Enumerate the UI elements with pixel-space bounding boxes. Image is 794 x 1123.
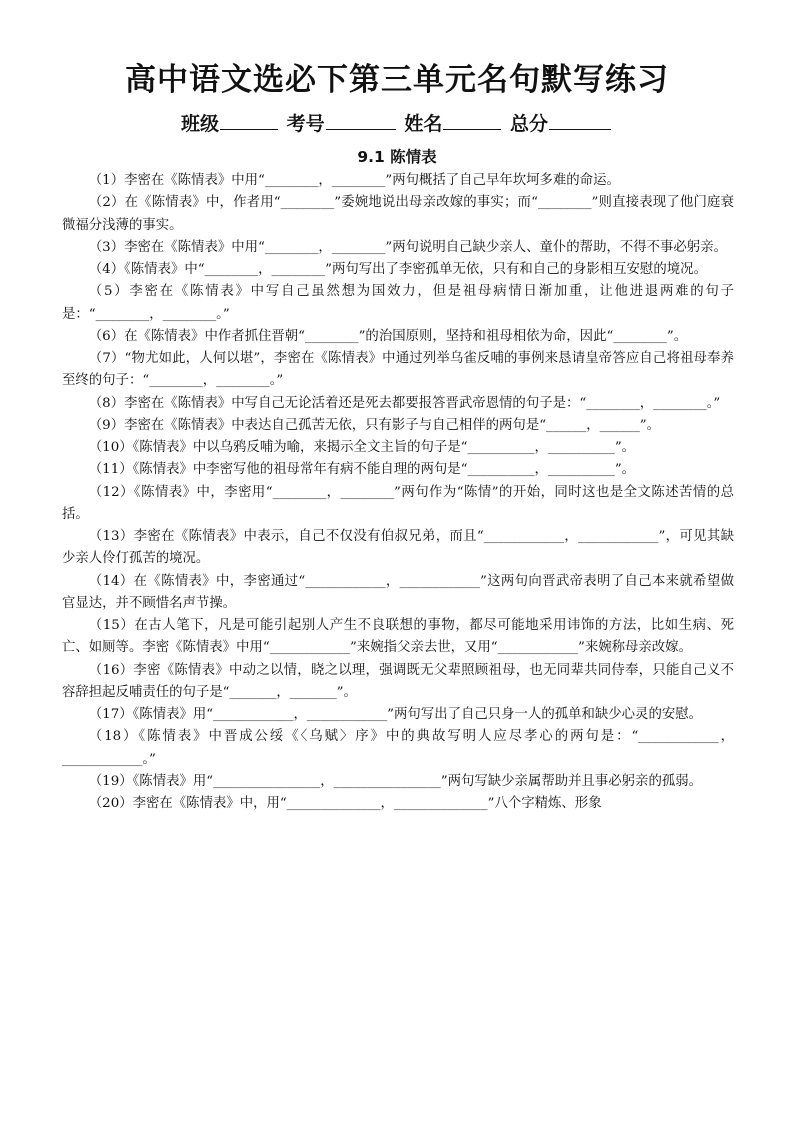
score-blank[interactable] (549, 111, 611, 130)
question-19: （19）《陈情表》用“________________，________________”两句写缺少亲属帮助并且事必躬亲的孤弱。 (88, 773, 703, 789)
score-label: 总分 (509, 113, 548, 135)
question-list (62, 170, 734, 815)
name-blank[interactable] (443, 111, 501, 130)
question-15: （15）在古人笔下，凡是可能引起别人产生不良联想的事物，都尽可能地采用讳饰的方法，比如生病、死亡、如厕等。李密《陈情表》中用“____________”来婉指父亲去世，又用“____________”来婉称母亲改嫁。 (62, 618, 734, 656)
question-6: （6）在《陈情表》中作者抓住晋朝“________”的治国原则，坚持和祖母相依为命，因此“________”。 (88, 328, 688, 344)
class-blank[interactable] (220, 111, 278, 130)
question-3: （3）李密在《陈情表》中用“________，________”两句说明自己缺少亲人、童仆的帮助，不得不事必躬亲。 (88, 239, 727, 255)
student-info-row (0, 110, 794, 138)
question-8: （8）李密在《陈情表》中写自己无论活着还是死去都要报答晋武帝恩情的句子是：“________，________。” (88, 395, 721, 411)
question-18: （18）《陈情表》中晋成公绥《〈乌赋〉序》中的典故写明人应尽孝心的两句是：“____________，____________。” (62, 729, 734, 767)
question-14: （14）在《陈情表》中，李密通过“____________，____________”这两句向晋武帝表明了自己本来就希望做官显达，并不顾惜名声节操。 (62, 573, 734, 611)
question-1: （1）李密在《陈情表》中用“________，________”两句概括了自己早年坎坷多难的命运。 (88, 173, 620, 188)
question-4: （4）《陈情表》中“________，________”两句写出了李密孤单无依，只有和自己的身影相互安慰的境况。 (88, 262, 707, 277)
question-20: （20）李密在《陈情表》中，用“______________，______________”八个字精炼、形象 (88, 796, 602, 811)
question-11: （11）《陈情表》中李密写他的祖母常年有病不能自理的两句是“__________，__________”。 (88, 462, 636, 478)
section-title: 9.1 陈情表 (357, 148, 437, 166)
class-label: 班级 (181, 113, 220, 135)
question-17: （17）《陈情表》用“____________，____________”两句写出了自己只身一人的孤单和缺少心灵的安慰。 (88, 707, 703, 722)
question-12: （12）《陈情表》中，李密用“________，________”两句作为“陈情”的开始，同时这也是全文陈述苦情的总括。 (62, 484, 734, 522)
question-2: （2）在《陈情表》中，作者用“________”委婉地说出母亲改嫁的事实；而“________”则直接表现了他门庭衰微福分浅薄的事实。 (62, 195, 734, 233)
question-16: （16）李密《陈情表》中动之以情，晓之以理，强调既无父辈照顾祖母，也无同辈共同侍奉，只能自己义不容辞担起反哺责任的句子是“_______，_______”。 (62, 662, 734, 700)
exam-no-label: 考号 (286, 113, 325, 135)
exam-no-blank[interactable] (326, 111, 396, 130)
page-title: 高中语文选必下第三单元名句默写练习 (125, 62, 669, 98)
question-9: （9）李密在《陈情表》中表达自己孤苦无依，只有影子与自己相伴的两句是“______，______”。 (88, 417, 661, 433)
question-13: （13）李密在《陈情表》中表示，自己不仅没有伯叔兄弟，而且“____________，____________”，可见其缺少亲人伶仃孤苦的境况。 (62, 529, 734, 567)
question-10: （10）《陈情表》中以乌鸦反哺为喻，来揭示全文主旨的句子是“__________，__________”。 (88, 440, 636, 455)
question-5: （5）李密在《陈情表》中写自己虽然想为国效力，但是祖母病情日渐加重，让他进退两难的句子是：“________，________。” (62, 284, 734, 322)
question-7: （7）“物尤如此，人何以堪”，李密在《陈情表》中通过列举乌雀反哺的事例来恳请皇帝答应自己将祖母奉养至终的句子：“________，________。” (62, 351, 734, 389)
name-label: 姓名 (404, 113, 443, 135)
